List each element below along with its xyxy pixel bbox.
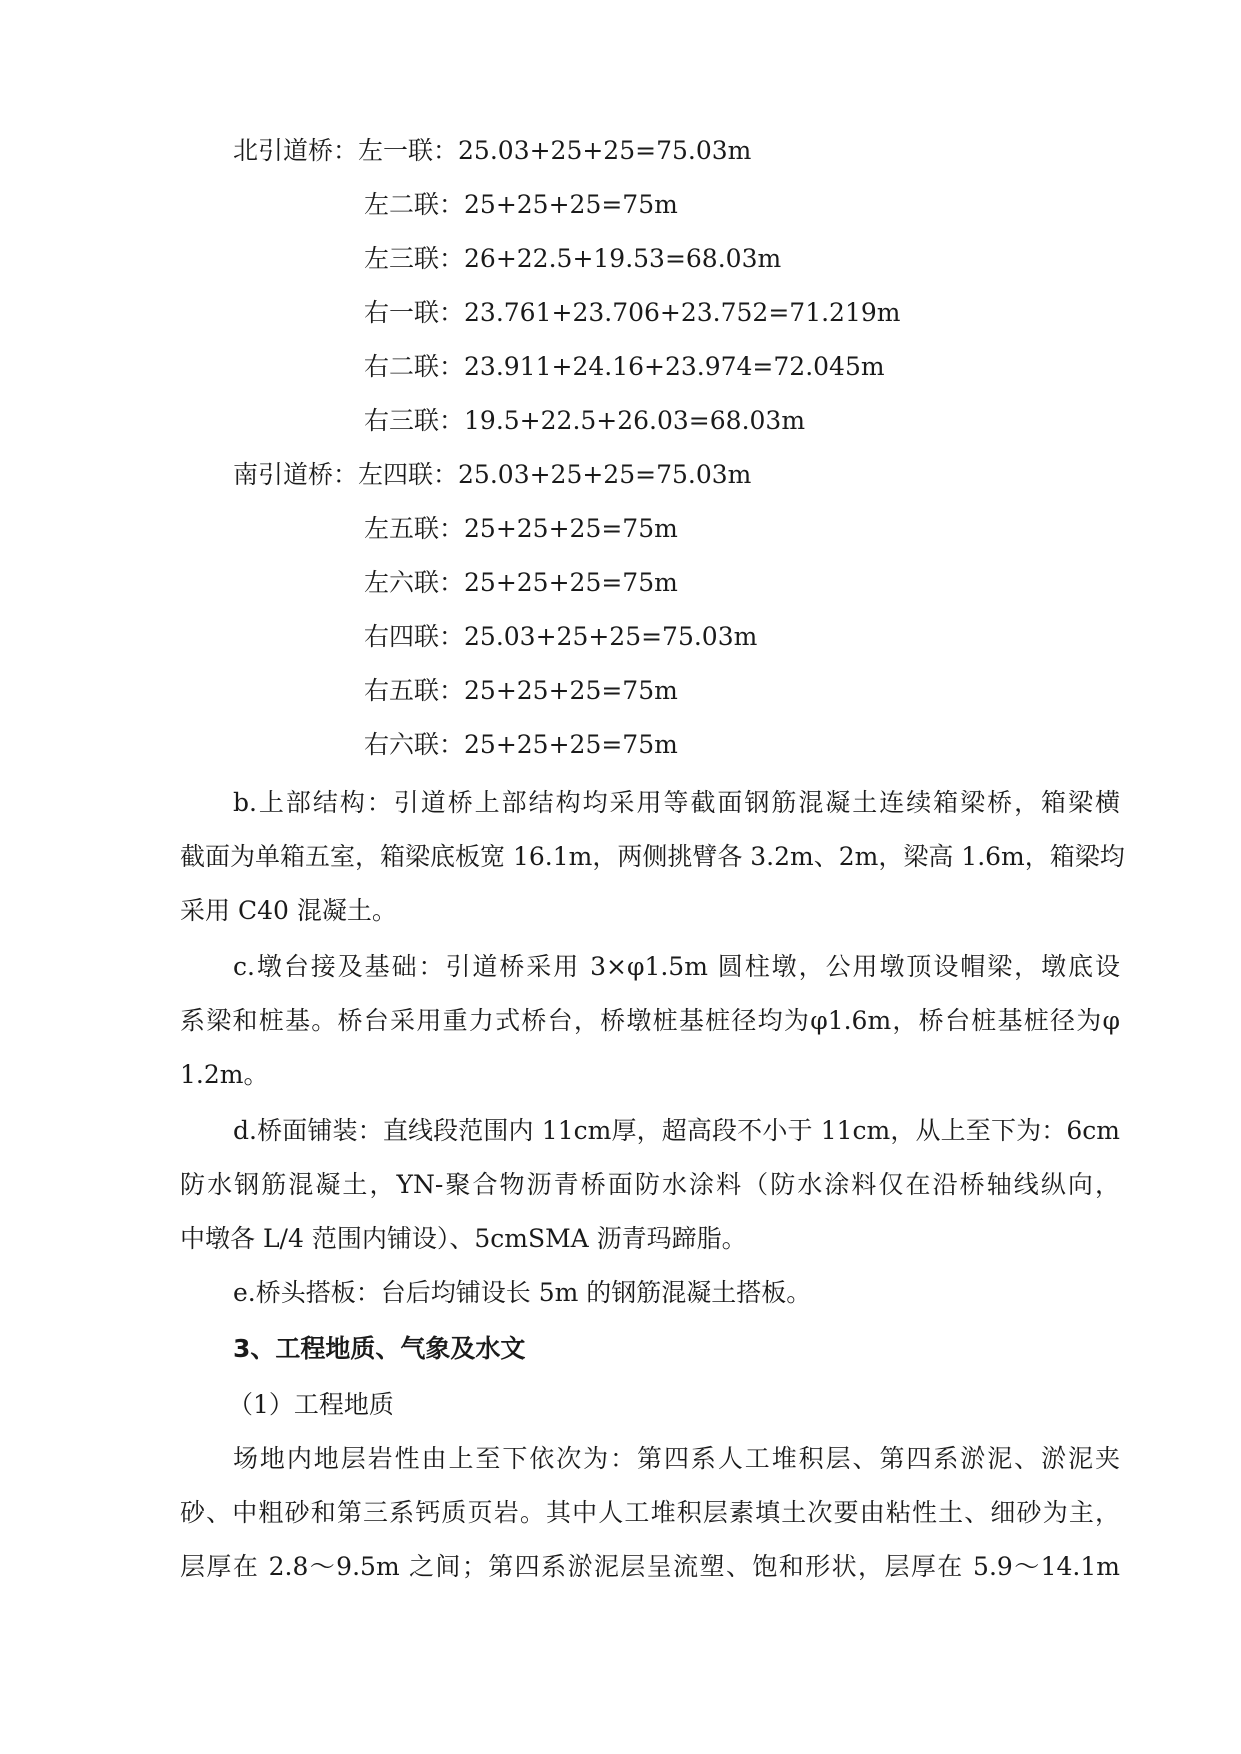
span-value: 26+22.5+19.53=68.03m xyxy=(464,244,782,273)
span-value: 25+25+25=75m xyxy=(464,676,678,705)
span-value: 25+25+25=75m xyxy=(464,568,678,597)
span-row xyxy=(364,242,781,276)
span-label: 左三联： xyxy=(364,244,465,273)
span-label: 右五联： xyxy=(364,676,465,705)
paragraph-line: 1.2m。 xyxy=(180,1060,269,1089)
span-row xyxy=(364,728,678,762)
span-row xyxy=(364,566,678,600)
paragraph-line: c.墩台接及基础：引道桥采用 3×φ1.5m 圆柱墩，公用墩顶设帽梁，墩底设 xyxy=(233,952,1120,981)
paragraph-line: 砂、中粗砂和第三系钙质页岩。其中人工堆积层素填土次要由粘性土、细砂为主， xyxy=(180,1498,1120,1527)
paragraph-line: 防水钢筋混凝土，YN-聚合物沥青桥面防水涂料（防水涂料仅在沿桥轴线纵向， xyxy=(180,1170,1120,1199)
group-label-south: 南引道桥： xyxy=(233,460,359,489)
span-value: 25.03+25+25=75.03m xyxy=(464,622,758,651)
span-label: 右四联： xyxy=(364,622,465,651)
paragraph-line: b.上部结构：引道桥上部结构均采用等截面钢筋混凝土连续箱梁桥，箱梁横 xyxy=(233,788,1120,817)
paragraph-line: 系梁和桩基。桥台采用重力式桥台，桥墩桩基桩径均为φ1.6m，桥台桩基桩径为φ xyxy=(180,1006,1120,1035)
span-label: 左一联： xyxy=(358,136,459,165)
span-label: 右二联： xyxy=(364,352,465,381)
subsection-heading: （1）工程地质 xyxy=(228,1390,394,1419)
span-label: 右一联： xyxy=(364,298,465,327)
span-row xyxy=(364,404,805,438)
group-label-north: 北引道桥： xyxy=(233,136,359,165)
paragraph-line: 层厚在 2.8～9.5m 之间；第四系淤泥层呈流塑、饱和形状，层厚在 5.9～14.1m xyxy=(180,1552,1120,1581)
span-label: 左四联： xyxy=(358,460,459,489)
paragraph-line: d.桥面铺装：直线段范围内 11cm厚，超高段不小于 11cm，从上至下为：6cm xyxy=(233,1116,1120,1145)
span-value: 25+25+25=75m xyxy=(464,514,678,543)
section-heading: 3、工程地质、气象及水文 xyxy=(233,1334,526,1363)
span-row xyxy=(364,296,900,330)
span-value: 25+25+25=75m xyxy=(464,730,678,759)
span-value: 23.761+23.706+23.752=71.219m xyxy=(464,298,901,327)
span-row xyxy=(364,674,678,708)
span-value: 25.03+25+25=75.03m xyxy=(458,460,752,489)
paragraph-line: e.桥头搭板：台后均铺设长 5m 的钢筋混凝土搭板。 xyxy=(233,1278,812,1307)
span-label: 左二联： xyxy=(364,190,465,219)
span-value: 19.5+22.5+26.03=68.03m xyxy=(464,406,806,435)
span-row xyxy=(364,512,678,546)
span-row xyxy=(364,350,885,384)
paragraph-line: 场地内地层岩性由上至下依次为：第四系人工堆积层、第四系淤泥、淤泥夹 xyxy=(233,1444,1120,1473)
span-label: 左五联： xyxy=(364,514,465,543)
span-row xyxy=(364,620,757,654)
span-row xyxy=(233,458,751,492)
paragraph-line: 中墩各 L/4 范围内铺设）、5cmSMA 沥青玛蹄脂。 xyxy=(180,1224,747,1253)
span-label: 右六联： xyxy=(364,730,465,759)
span-row xyxy=(364,188,678,222)
span-label: 左六联： xyxy=(364,568,465,597)
span-row xyxy=(233,134,751,168)
span-value: 25+25+25=75m xyxy=(464,190,678,219)
paragraph-line: 截面为单箱五室，箱梁底板宽 16.1m，两侧挑臂各 3.2m、2m，梁高 1.6m，箱梁均 xyxy=(180,842,1125,871)
span-value: 23.911+24.16+23.974=72.045m xyxy=(464,352,885,381)
span-value: 25.03+25+25=75.03m xyxy=(458,136,752,165)
span-label: 右三联： xyxy=(364,406,465,435)
paragraph-line: 采用 C40 混凝土。 xyxy=(180,896,397,925)
